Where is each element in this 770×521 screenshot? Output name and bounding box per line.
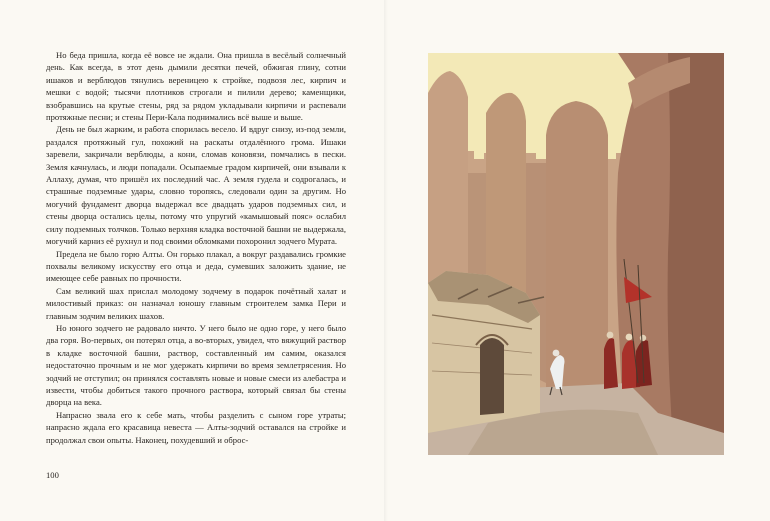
paragraph: Напрасно звала его к себе мать, чтобы разделить с сыном горе утраты; напрасно ждала его красавица невеста — Алты-зодчий оставался на стройке и продолжал свои опыты. Наконец, похудевший и оброс- xyxy=(46,409,346,445)
paragraph: Но беда пришла, когда её вовсе не ждали. Она пришла в весёлый солнечный день. Как всегда, в этот день дымили десятки печей, обжигая глину, сотни ишаков и верблюдов тянулись вереницею к стройке, подвозя лес, кирпич и мешки с водой; тысячи плотников строгали и пилили дерево; каменщики, взобравшись на крутые стены, ряд за рядом укладывали кирпичи и распевали протяжные песни; и стены Пери-Кала поднимались всё выше и выше. xyxy=(46,50,346,123)
paragraph: Но юного зодчего не радовало ничто. У него было не одно горе, у него было два горя. Во-первых, он потерял отца, а во-вторых, увидел, что вяжущий раствор в кладке восточной башни, раствор, составленный им самим, оказался недостаточно прочным и не мог удержать кирпичи во время землетрясения. Но зодчий не отступил; он принялся составлять новые и новые смеси из алебастра и извести, чтобы добиться такого прочного раствора, который связал бы стены дворца на века. xyxy=(46,322,346,408)
paragraph: День не был жарким, и работа спорилась весело. И вдруг снизу, из-под земли, раздался протяжный гул, похожий на раскаты отдалённого грома. Ишаки заревели, закричали верблюды, а кони, сломав коновязи, помчались в пески. Земля качнулась, и люди попадали. Осыпаемые градом кирпичей, они взывали к Аллаху, думая, что пришёл их последний час. А земля гудела и содрогалась, и страшные подземные удары, словно торопясь, следовали один за другим. Но могучий фундамент дворца выдержал все двадцать ударов подземных сил, и стены дворца остались целы, потому что упругий «камышовый пояс» ослабил силу подземных толчков. Только верхняя кладка восточной башни не выдержала, могучий карниз её рухнул и под своими обломками похоронил зодчего Мурата. xyxy=(46,124,346,247)
book-gutter xyxy=(384,0,388,521)
text-column xyxy=(46,49,346,446)
paragraph: Предела не было горю Алты. Он горько плакал, а вокруг раздавались громкие похвалы великому искусству его отца и деда, сумевших заложить здание, не имеющее себе равных по прочности. xyxy=(46,248,346,284)
fortress-illustration xyxy=(428,53,724,455)
page-number: 100 xyxy=(46,470,59,480)
paragraph: Сам великий шах прислал молодому зодчему в подарок почётный халат и милостивый приказ: он назначал юношу главным строителем замка Пери и главным зодчим великих шахов. xyxy=(46,285,346,321)
fortress-watercolor xyxy=(428,53,724,455)
